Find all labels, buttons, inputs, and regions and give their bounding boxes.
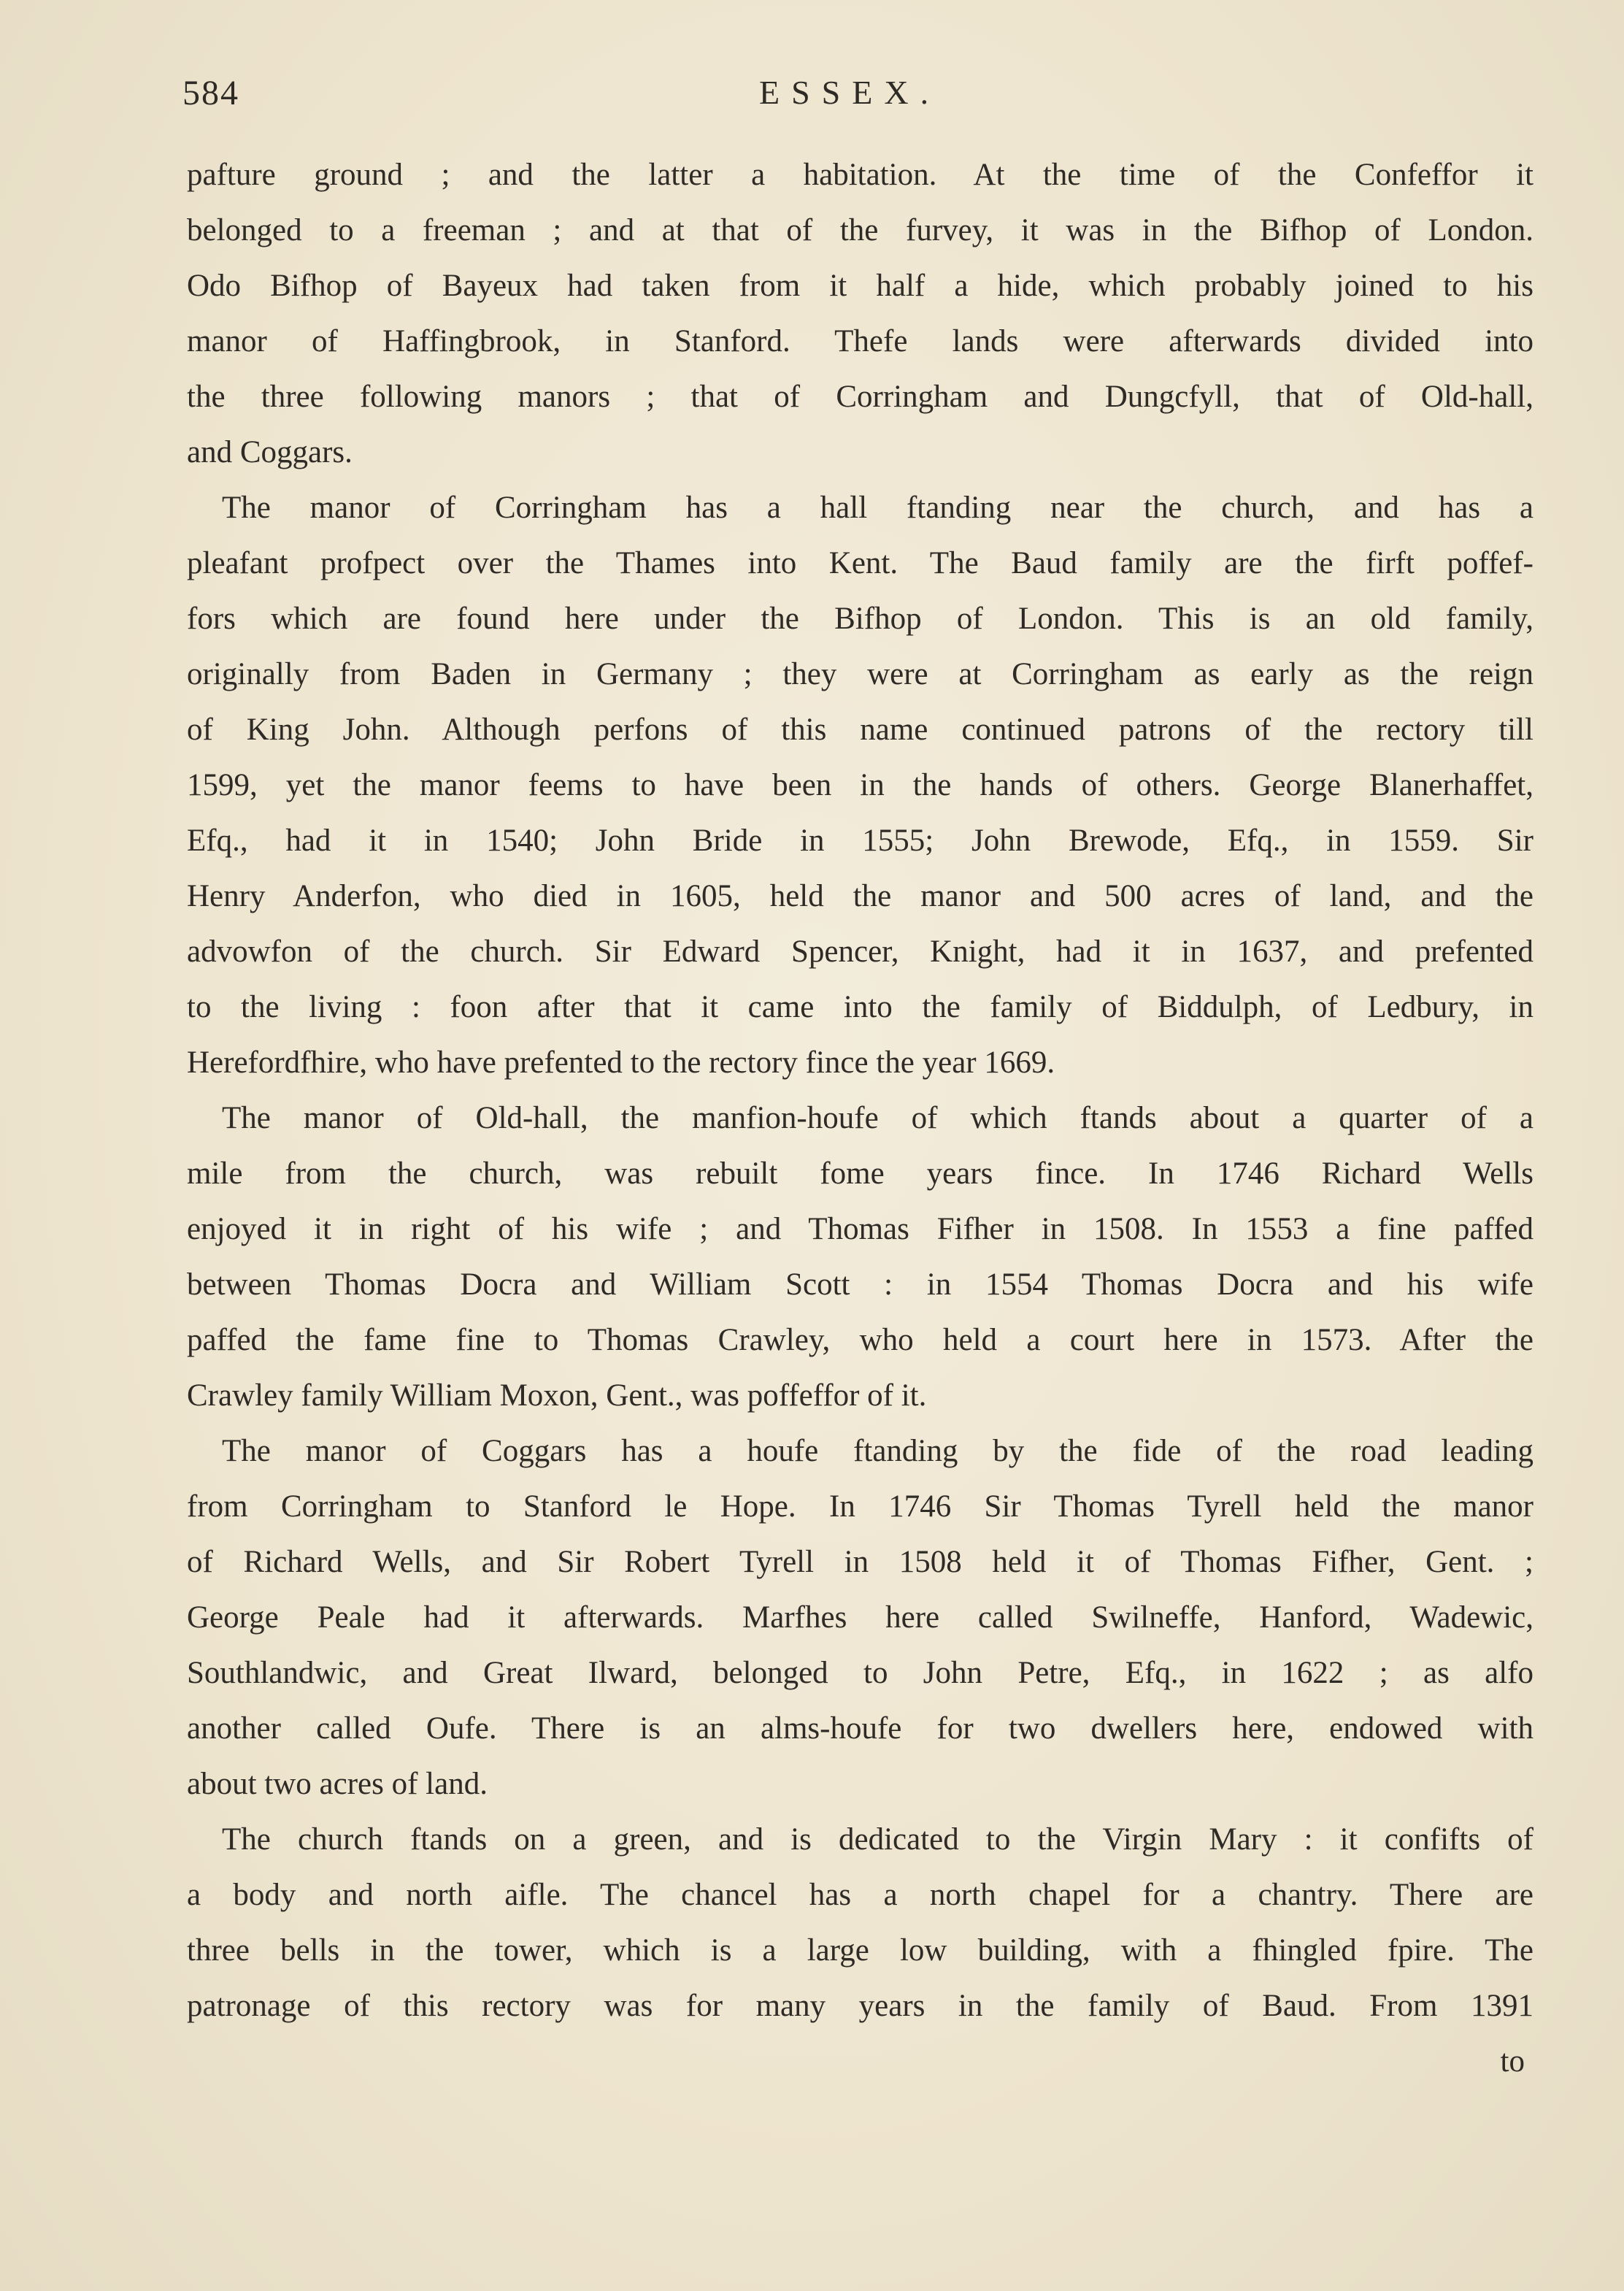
text-line: of King John. Although perfons of this name continued patrons of the rectory till bbox=[187, 713, 1533, 747]
text-line: manor of Haffingbrook, in Stanford. Thefe lands were afterwards divided into bbox=[187, 324, 1533, 358]
running-head: ESSEX. bbox=[759, 74, 941, 111]
page-number: 584 bbox=[182, 74, 239, 112]
catchword: to bbox=[1500, 2044, 1525, 2079]
text-line: another called Oufe. There is an alms-houfe for two dwellers here, endowed with bbox=[187, 1711, 1533, 1746]
text-line: to the living : foon after that it came into the family of Biddulph, of Ledbury, in bbox=[187, 990, 1533, 1024]
text-line: Crawley family William Moxon, Gent., was poffeffor of it. bbox=[187, 1378, 927, 1413]
text-line: enjoyed it in right of his wife ; and Thomas Fifher in 1508. In 1553 a fine paffed bbox=[187, 1212, 1533, 1246]
text-line: a body and north aifle. The chancel has a north chapel for a chantry. There are bbox=[187, 1878, 1533, 1912]
text-line: The church ftands on a green, and is dedicated to the Virgin Mary : it confifts of bbox=[222, 1822, 1533, 1857]
text-line: originally from Baden in Germany ; they were at Corringham as early as the reign bbox=[187, 657, 1533, 691]
text-line: between Thomas Docra and William Scott : in 1554 Thomas Docra and his wife bbox=[187, 1267, 1533, 1302]
body-text bbox=[187, 147, 1533, 2089]
text-line: 1599, yet the manor feems to have been in the hands of others. George Blanerhaffet, bbox=[187, 768, 1533, 802]
text-line: pleafant profpect over the Thames into Kent. The Baud family are the firft poffef- bbox=[187, 546, 1533, 580]
text-line: The manor of Coggars has a houfe ftanding by the fide of the road leading bbox=[222, 1434, 1533, 1468]
text-line: Herefordfhire, who have prefented to the rectory fince the year 1669. bbox=[187, 1045, 1055, 1080]
text-line: Efq., had it in 1540; John Bride in 1555; John Brewode, Efq., in 1559. Sir bbox=[187, 824, 1533, 858]
text-line: George Peale had it afterwards. Marfhes here called Swilneffe, Hanford, Wadewic, bbox=[187, 1600, 1533, 1635]
text-line: Odo Bifhop of Bayeux had taken from it half a hide, which probably joined to his bbox=[187, 269, 1533, 303]
text-line: Henry Anderfon, who died in 1605, held the manor and 500 acres of land, and the bbox=[187, 879, 1533, 913]
text-line: about two acres of land. bbox=[187, 1767, 488, 1801]
text-line: patronage of this rectory was for many years in the family of Baud. From 1391 bbox=[187, 1989, 1533, 2023]
page-header bbox=[0, 73, 1624, 131]
text-line: Southlandwic, and Great Ilward, belonged to John Petre, Efq., in 1622 ; as alfo bbox=[187, 1656, 1533, 1690]
text-line: belonged to a freeman ; and at that of the furvey, it was in the Bifhop of London. bbox=[187, 213, 1533, 247]
text-line: advowfon of the church. Sir Edward Spencer, Knight, had it in 1637, and prefented bbox=[187, 935, 1533, 969]
text-line: paffed the fame fine to Thomas Crawley, who held a court here in 1573. After the bbox=[187, 1323, 1533, 1357]
text-line: mile from the church, was rebuilt fome years fince. In 1746 Richard Wells bbox=[187, 1156, 1533, 1191]
text-line: of Richard Wells, and Sir Robert Tyrell in 1508 held it of Thomas Fifher, Gent. ; bbox=[187, 1545, 1533, 1579]
text-line: fors which are found here under the Bifhop of London. This is an old family, bbox=[187, 602, 1533, 636]
text-line: the three following manors ; that of Corringham and Dungcfyll, that of Old-hall, bbox=[187, 380, 1533, 414]
text-line: The manor of Old-hall, the manfion-houfe of which ftands about a quarter of a bbox=[222, 1101, 1533, 1135]
text-line: and Coggars. bbox=[187, 435, 353, 469]
text-line: three bells in the tower, which is a large low building, with a fhingled fpire. The bbox=[187, 1933, 1533, 1968]
text-line: from Corringham to Stanford le Hope. In 1746 Sir Thomas Tyrell held the manor bbox=[187, 1489, 1533, 1524]
text-line: The manor of Corringham has a hall ftanding near the church, and has a bbox=[222, 491, 1533, 525]
text-line: pafture ground ; and the latter a habitation. At the time of the Confeffor it bbox=[187, 158, 1533, 192]
